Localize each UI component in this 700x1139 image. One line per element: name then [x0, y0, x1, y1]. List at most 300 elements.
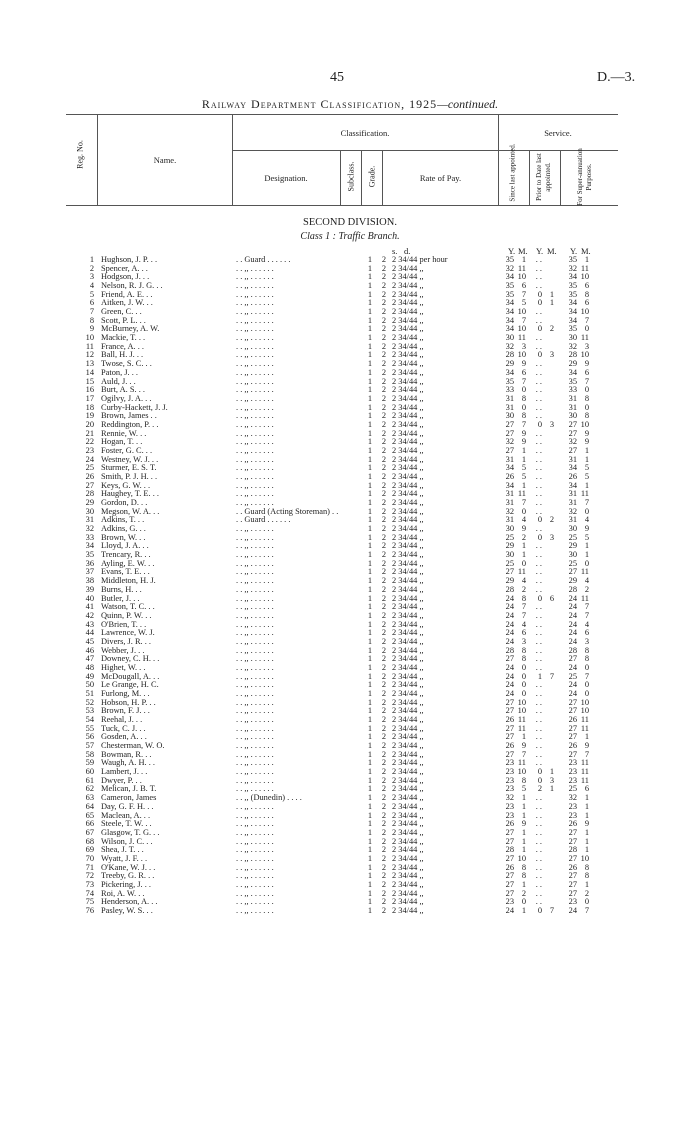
rate-cell: 2 34/44 ,,: [392, 472, 424, 481]
grade-cell: 2: [381, 775, 387, 785]
since-last-months-cell: 8: [521, 871, 526, 881]
subclass-cell: 1: [367, 489, 373, 499]
grade-cell: 2: [381, 879, 387, 889]
name-cell: Spencer, A. . .: [101, 263, 148, 273]
col-divider: [361, 150, 362, 205]
rate-cell: 2 34/44 ,,: [392, 741, 424, 751]
prior-years-cell: . .: [535, 376, 542, 386]
prior-years-cell: . .: [535, 541, 542, 551]
name-cell: Scott, P. L. . .: [101, 315, 146, 325]
since-last-months-cell: 0: [521, 662, 526, 672]
prior-years-cell: . .: [535, 437, 542, 447]
superannuation-months-cell: 10: [580, 697, 589, 707]
since-last-years-cell: 28: [505, 645, 514, 655]
since-last-years-cell: 23: [505, 810, 514, 820]
superannuation-months-cell: 8: [584, 871, 589, 881]
reg-no-cell: 50: [85, 680, 94, 690]
subclass-cell: 1: [367, 862, 373, 872]
name-cell: Gosden, A. . .: [101, 732, 147, 742]
since-last-months-cell: 5: [521, 463, 526, 473]
superannuation-months-cell: 0: [584, 558, 589, 568]
unit-y: Y.: [508, 246, 516, 256]
grade-cell: 2: [381, 654, 387, 664]
rate-cell: 2 34/44 ,,: [392, 610, 424, 620]
since-last-months-cell: 1: [521, 793, 526, 803]
reg-no-cell: 2: [89, 263, 94, 273]
reg-no-cell: 15: [85, 376, 94, 386]
since-last-months-cell: 10: [517, 272, 526, 282]
subclass-cell: 1: [367, 341, 373, 351]
superannuation-months-cell: 11: [580, 489, 589, 499]
prior-years-cell: . .: [535, 628, 542, 638]
since-last-years-cell: 29: [505, 576, 514, 586]
superannuation-months-cell: 9: [584, 524, 589, 534]
designation-cell: . . ,, . . . . . .: [236, 558, 274, 568]
name-cell: Evans, T. E. . .: [101, 567, 150, 577]
reg-no-cell: 48: [85, 662, 94, 672]
since-last-years-cell: 24: [505, 636, 514, 646]
subclass-cell: 1: [367, 836, 373, 846]
since-last-years-cell: 34: [505, 272, 514, 282]
rate-cell: 2 34/44 ,,: [392, 506, 424, 516]
since-last-months-cell: 10: [517, 853, 526, 863]
rate-cell: 2 34/44 ,,: [392, 359, 424, 369]
subclass-cell: 1: [367, 419, 373, 429]
rate-cell: 2 34/44 ,,: [392, 341, 424, 351]
rate-cell: 2 34/44 ,,: [392, 628, 424, 638]
reg-no-cell: 55: [85, 723, 94, 733]
superannuation-months-cell: 1: [584, 541, 589, 551]
subclass-cell: 1: [367, 524, 373, 534]
since-last-years-cell: 34: [505, 367, 514, 377]
name-cell: Foster, G. C. . .: [101, 445, 153, 455]
rate-cell: 2 34/44 ,,: [392, 289, 424, 299]
grade-cell: 2: [381, 524, 387, 534]
superannuation-months-cell: 8: [584, 411, 589, 421]
grade-cell: 2: [381, 645, 387, 655]
prior-years-cell: . .: [535, 741, 542, 751]
since-last-months-cell: 1: [521, 879, 526, 889]
superannuation-months-cell: 6: [584, 367, 589, 377]
prior-years-cell: . .: [535, 879, 542, 889]
service-header: Service.: [544, 128, 572, 138]
since-last-years-cell: 27: [505, 732, 514, 742]
designation-cell: . . ,, . . . . . .: [236, 402, 274, 412]
reg-no-cell: 10: [85, 333, 94, 343]
grade-cell: 2: [381, 576, 387, 586]
prior-years-cell: 0: [537, 775, 542, 785]
superannuation-months-cell: 10: [580, 419, 589, 429]
designation-cell: . . ,, . . . . . .: [236, 411, 274, 421]
since-last-months-cell: 11: [517, 758, 526, 768]
grade-cell: 2: [381, 741, 387, 751]
superannuation-months-cell: 11: [580, 758, 589, 768]
reg-no-cell: 29: [85, 498, 94, 508]
name-cell: Hobson, H. P. . .: [101, 697, 156, 707]
superannuation-years-cell: 24: [568, 680, 577, 690]
prior-months-cell: 2: [549, 324, 554, 334]
page-title: [0, 97, 700, 112]
since-last-months-cell: 1: [521, 845, 526, 855]
reg-no-cell: 41: [85, 602, 94, 612]
prior-years-cell: . .: [535, 749, 542, 759]
superannuation-years-cell: 35: [568, 324, 577, 334]
superannuation-header: For Super-annuation Purposes.: [576, 148, 593, 206]
since-last-years-cell: 25: [505, 558, 514, 568]
since-last-months-cell: 10: [517, 307, 526, 317]
prior-years-cell: . .: [535, 576, 542, 586]
name-cell: Curby-Hackett, J. J.: [101, 402, 168, 412]
grade-cell: 2: [381, 862, 387, 872]
superannuation-months-cell: 11: [580, 263, 589, 273]
since-last-years-cell: 24: [505, 906, 514, 915]
prior-years-cell: . .: [535, 732, 542, 742]
grade-cell: 2: [381, 515, 387, 525]
superannuation-years-cell: 23: [568, 801, 577, 811]
subclass-cell: 1: [367, 576, 373, 586]
prior-years-cell: 2: [537, 784, 542, 794]
reg-no-cell: 36: [85, 558, 94, 568]
prior-months-cell: 3: [549, 350, 554, 360]
since-last-months-cell: 9: [521, 428, 526, 438]
since-last-years-cell: 34: [505, 307, 514, 317]
superannuation-years-cell: 34: [568, 367, 577, 377]
designation-cell: . . ,, . . . . . .: [236, 367, 274, 377]
designation-cell: . . ,, . . . . . .: [236, 767, 274, 777]
superannuation-years-cell: 27: [568, 419, 577, 429]
name-cell: Reehal, J. . .: [101, 715, 143, 725]
reg-no-cell: 70: [85, 853, 94, 863]
prior-years-cell: . .: [535, 723, 542, 733]
superannuation-months-cell: 7: [584, 749, 589, 759]
prior-months-cell: 6: [549, 593, 554, 603]
since-last-years-cell: 25: [505, 532, 514, 542]
superannuation-years-cell: 27: [568, 445, 577, 455]
prior-months-cell: 3: [549, 775, 554, 785]
since-last-months-cell: 6: [521, 367, 526, 377]
subclass-cell: 1: [367, 871, 373, 881]
rate-cell: 2 34/44 ,,: [392, 498, 424, 508]
grade-cell: 2: [381, 498, 387, 508]
superannuation-months-cell: 0: [584, 662, 589, 672]
rate-cell: 2 34/44 ,,: [392, 350, 424, 360]
superannuation-months-cell: 11: [580, 567, 589, 577]
grade-cell: 2: [381, 489, 387, 499]
reg-no-cell: 17: [85, 393, 94, 403]
superannuation-years-cell: 26: [568, 862, 577, 872]
rate-cell: 2 34/44 ,,: [392, 767, 424, 777]
grade-header: Grade.: [367, 165, 377, 188]
since-last-years-cell: 24: [505, 628, 514, 638]
superannuation-years-cell: 29: [568, 541, 577, 551]
superannuation-years-cell: 26: [568, 715, 577, 725]
subclass-cell: 1: [367, 723, 373, 733]
grade-cell: 2: [381, 359, 387, 369]
since-last-years-cell: 34: [505, 324, 514, 334]
designation-cell: . . ,, . . . . . .: [236, 775, 274, 785]
name-cell: Steele, T. W. . .: [101, 819, 152, 829]
grade-cell: 2: [381, 315, 387, 325]
since-last-years-cell: 30: [505, 411, 514, 421]
reg-no-cell: 30: [85, 506, 94, 516]
since-last-years-cell: 24: [505, 662, 514, 672]
rate-cell: 2 34/44 ,,: [392, 576, 424, 586]
rate-header: Rate of Pay.: [419, 173, 462, 183]
designation-cell: . . ,, . . . . . .: [236, 272, 274, 282]
designation-cell: . . ,, . . . . . .: [236, 758, 274, 768]
reg-no-cell: 3: [89, 272, 94, 282]
subclass-cell: 1: [367, 567, 373, 577]
superannuation-years-cell: 28: [568, 350, 577, 360]
designation-cell: . . ,, . . . . . .: [236, 654, 274, 664]
since-last-months-cell: 7: [521, 498, 526, 508]
designation-cell: . . ,, . . . . . .: [236, 723, 274, 733]
prior-years-cell: . .: [535, 680, 542, 690]
prior-months-cell: 3: [549, 419, 554, 429]
name-cell: Henderson, A. . .: [101, 897, 158, 907]
designation-cell: . . ,, . . . . . .: [236, 376, 274, 386]
name-cell: Nelson, R. J. G. . .: [101, 281, 163, 291]
designation-cell: . . ,, . . . . . .: [236, 862, 274, 872]
since-last-years-cell: 26: [505, 715, 514, 725]
prior-years-cell: 0: [537, 289, 542, 299]
prior-years-cell: . .: [535, 558, 542, 568]
superannuation-years-cell: 30: [568, 411, 577, 421]
subclass-cell: 1: [367, 411, 373, 421]
reg-no-cell: 45: [85, 636, 94, 646]
since-last-months-cell: 8: [521, 775, 526, 785]
prior-years-cell: . .: [535, 367, 542, 377]
superannuation-months-cell: 1: [584, 810, 589, 820]
grade-cell: 2: [381, 393, 387, 403]
grade-cell: 2: [381, 419, 387, 429]
designation-cell: . . ,, . . . . . .: [236, 385, 274, 395]
since-last-years-cell: 35: [505, 255, 514, 264]
designation-cell: . . ,, . . . . . .: [236, 524, 274, 534]
name-cell: Chesterman, W. O.: [101, 741, 165, 751]
superannuation-months-cell: 7: [584, 610, 589, 620]
superannuation-years-cell: 32: [568, 263, 577, 273]
since-last-months-cell: 1: [521, 810, 526, 820]
reg-no-cell: 9: [89, 324, 94, 334]
grade-cell: 2: [381, 532, 387, 542]
reg-no-cell: 44: [85, 628, 94, 638]
designation-cell: . . ,, . . . . . .: [236, 827, 274, 837]
since-last-years-cell: 27: [505, 853, 514, 863]
superannuation-years-cell: 23: [568, 775, 577, 785]
superannuation-months-cell: 9: [584, 437, 589, 447]
subclass-cell: 1: [367, 324, 373, 334]
name-cell: France, A. . .: [101, 341, 145, 351]
designation-cell: . . ,, . . . . . .: [236, 784, 274, 794]
unit-y: Y.: [536, 246, 544, 256]
name-cell: Tuck, C. J. . .: [101, 723, 146, 733]
grade-cell: 2: [381, 272, 387, 282]
rate-cell: 2 34/44 ,,: [392, 793, 424, 803]
superannuation-months-cell: 1: [584, 480, 589, 490]
superannuation-years-cell: 27: [568, 853, 577, 863]
rate-cell: 2 34/44 ,,: [392, 419, 424, 429]
name-cell: Friend, A. E. . .: [101, 289, 153, 299]
prior-years-cell: . .: [535, 463, 542, 473]
name-cell: Cameron, James: [101, 793, 157, 803]
designation-cell: . . ,, . . . . . .: [236, 584, 274, 594]
prior-years-cell: . .: [535, 888, 542, 898]
name-cell: Mackie, T. . .: [101, 333, 146, 343]
name-cell: Westney, W. J. . .: [101, 454, 159, 464]
subclass-cell: 1: [367, 775, 373, 785]
since-last-months-cell: 11: [517, 263, 526, 273]
subclass-cell: 1: [367, 689, 373, 698]
grade-cell: 2: [381, 463, 387, 473]
grade-cell: 2: [381, 810, 387, 820]
rate-cell: 2 34/44 ,,: [392, 845, 424, 855]
rate-cell: 2 34/44 ,,: [392, 819, 424, 829]
since-last-years-cell: 27: [505, 836, 514, 846]
since-last-years-cell: 24: [505, 689, 514, 698]
designation-cell: . . ,, . . . . . .: [236, 680, 274, 690]
since-last-years-cell: 26: [505, 819, 514, 829]
since-last-months-cell: 2: [521, 532, 526, 542]
since-last-months-cell: 11: [517, 333, 526, 343]
subclass-cell: 1: [367, 558, 373, 568]
superannuation-years-cell: 34: [568, 315, 577, 325]
grade-cell: 2: [381, 255, 387, 264]
superannuation-years-cell: 27: [568, 706, 577, 716]
reg-no-cell: 60: [85, 767, 94, 777]
designation-cell: . . ,, . . . . . .: [236, 636, 274, 646]
name-cell: Burns, H. . .: [101, 584, 142, 594]
grade-cell: 2: [381, 428, 387, 438]
since-last-months-cell: 1: [521, 732, 526, 742]
designation-cell: . . ,, . . . . . .: [236, 532, 274, 542]
reg-no-cell: 63: [85, 793, 94, 803]
designation-cell: . . ,, . . . . . .: [236, 906, 274, 915]
superannuation-years-cell: 29: [568, 576, 577, 586]
prior-years-cell: . .: [535, 793, 542, 803]
since-last-years-cell: 27: [505, 879, 514, 889]
grade-cell: 2: [381, 445, 387, 455]
since-last-years-cell: 31: [505, 515, 514, 525]
designation-cell: . . ,, . . . . . .: [236, 645, 274, 655]
superannuation-years-cell: 26: [568, 819, 577, 829]
superannuation-years-cell: 27: [568, 567, 577, 577]
rate-cell: 2 34/44 ,,: [392, 680, 424, 690]
since-last-months-cell: 8: [521, 593, 526, 603]
reg-no-cell: 8: [89, 315, 94, 325]
designation-cell: . . ,, . . . . . .: [236, 333, 274, 343]
designation-cell: . . ,, . . . . . .: [236, 628, 274, 638]
name-cell: Treeby, G. R. . .: [101, 871, 155, 881]
designation-cell: . . ,, . . . . . .: [236, 593, 274, 603]
subclass-cell: 1: [367, 385, 373, 395]
since-last-years-cell: 32: [505, 793, 514, 803]
since-last-years-cell: 34: [505, 480, 514, 490]
rate-cell: 2 34/44 ,,: [392, 602, 424, 612]
designation-cell: . . ,, . . . . . .: [236, 871, 274, 881]
grade-cell: 2: [381, 541, 387, 551]
name-cell: Wilson, J. C. . .: [101, 836, 153, 846]
rate-cell: 2 34/44 ,,: [392, 428, 424, 438]
reg-no-cell: 28: [85, 489, 94, 499]
superannuation-years-cell: 25: [568, 671, 577, 681]
superannuation-months-cell: 1: [584, 550, 589, 560]
designation-cell: . . ,, . . . . . .: [236, 801, 274, 811]
superannuation-months-cell: 3: [584, 341, 589, 351]
prior-years-cell: . .: [535, 359, 542, 369]
grade-cell: 2: [381, 584, 387, 594]
superannuation-years-cell: 27: [568, 836, 577, 846]
name-cell: Ayling, E. W. . .: [101, 558, 155, 568]
superannuation-years-cell: 34: [568, 307, 577, 317]
rate-cell: 2 34/44 ,,: [392, 706, 424, 716]
reg-no-cell: 34: [85, 541, 94, 551]
reg-no-cell: 40: [85, 593, 94, 603]
superannuation-years-cell: 24: [568, 619, 577, 629]
designation-cell: . . ,, . . . . . .: [236, 359, 274, 369]
superannuation-years-cell: 23: [568, 810, 577, 820]
prior-years-cell: . .: [535, 801, 542, 811]
prior-years-cell: . .: [535, 758, 542, 768]
grade-cell: 2: [381, 402, 387, 412]
superannuation-months-cell: 0: [584, 680, 589, 690]
name-cell: Rennie, W. . .: [101, 428, 147, 438]
rate-cell: 2 34/44 ,,: [392, 888, 424, 898]
name-cell: Le Grange, H. C.: [101, 680, 159, 690]
rate-cell: 2 34/44 ,,: [392, 550, 424, 560]
rate-cell: 2 34/44 ,,: [392, 367, 424, 377]
rate-cell: 2 34/44 ,,: [392, 732, 424, 742]
prior-years-cell: . .: [535, 402, 542, 412]
grade-cell: 2: [381, 567, 387, 577]
since-last-months-cell: 4: [521, 576, 526, 586]
prior-years-cell: . .: [535, 281, 542, 291]
prior-years-cell: . .: [535, 897, 542, 907]
grade-cell: 2: [381, 454, 387, 464]
subclass-cell: 1: [367, 454, 373, 464]
designation-cell: . . ,, . . . . . .: [236, 315, 274, 325]
prior-years-cell: . .: [535, 333, 542, 343]
rate-cell: 2 34/44 ,,: [392, 385, 424, 395]
superannuation-months-cell: 6: [584, 298, 589, 308]
name-cell: Maclean, A. . .: [101, 810, 151, 820]
designation-cell: . . ,, . . . . . .: [236, 749, 274, 759]
subclass-cell: 1: [367, 307, 373, 317]
since-last-months-cell: 7: [521, 610, 526, 620]
subclass-cell: 1: [367, 428, 373, 438]
prior-years-cell: 1: [537, 671, 542, 681]
superannuation-months-cell: 2: [584, 584, 589, 594]
since-last-months-cell: 0: [521, 402, 526, 412]
grade-cell: 2: [381, 324, 387, 334]
prior-years-cell: 0: [537, 515, 542, 525]
grade-cell: 2: [381, 801, 387, 811]
grade-cell: 2: [381, 671, 387, 681]
name-cell: Reddington, P. . .: [101, 419, 159, 429]
reg-no-cell: 58: [85, 749, 94, 759]
designation-cell: . . ,, . . . . . .: [236, 689, 274, 698]
prior-years-cell: . .: [535, 654, 542, 664]
designation-cell: . . ,, . . . . . .: [236, 741, 274, 751]
since-last-years-cell: 32: [505, 506, 514, 516]
name-cell: Hughson, J. P. . .: [101, 255, 158, 264]
subclass-cell: 1: [367, 784, 373, 794]
since-last-months-cell: 0: [521, 671, 526, 681]
rate-cell: 2 34/44 ,,: [392, 593, 424, 603]
rate-cell: 2 34/44 ,,: [392, 871, 424, 881]
since-last-years-cell: 28: [505, 845, 514, 855]
superannuation-years-cell: 32: [568, 341, 577, 351]
